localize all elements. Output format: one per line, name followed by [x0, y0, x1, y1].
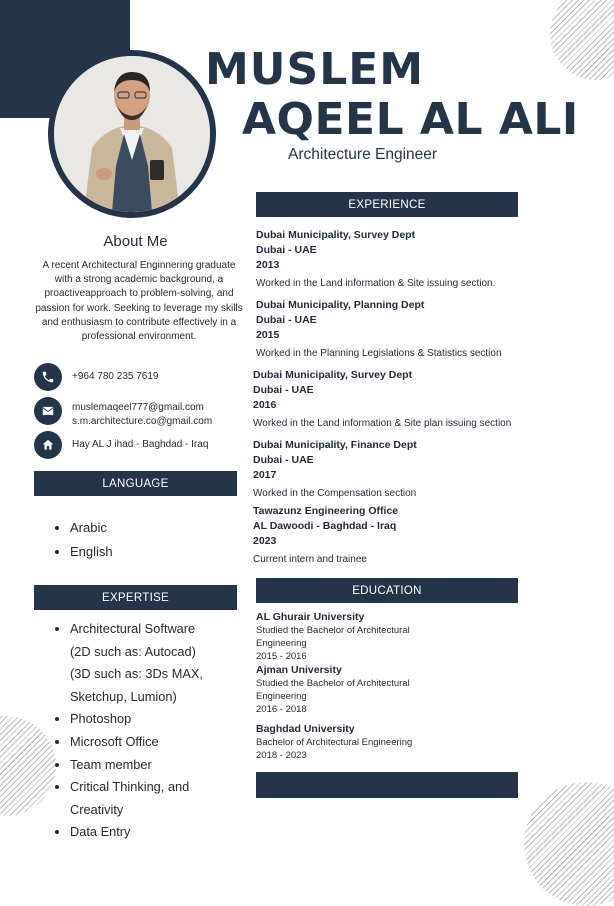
experience-year: 2023: [253, 535, 277, 547]
email-primary: muslemaqeel777@gmail.com: [72, 402, 204, 413]
address: Hay AL J ihad - Baghdad - Iraq: [72, 439, 209, 450]
name-first-line: MUSLEM: [205, 44, 425, 95]
expertise-item: • Microsoft Office: [70, 731, 203, 754]
experience-org: Dubai Municipality, Survey Dept: [256, 229, 416, 241]
education-school: Ajman University: [256, 664, 342, 676]
experience-section-header: EXPERIENCE: [256, 192, 518, 217]
education-degree-continued: Engineering: [256, 691, 307, 702]
education-school: Baghdad University: [256, 723, 355, 735]
education-degree: Studied the Bachelor of Architectural: [256, 625, 410, 636]
experience-entry: [253, 368, 511, 431]
language-item: • Arabic: [70, 516, 113, 540]
experience-org: Tawazunz Engineering Office: [253, 505, 399, 517]
experience-org: Dubai Municipality, Survey Dept: [253, 369, 413, 381]
expertise-item-continued: (2D such as: Autocad): [70, 643, 196, 659]
expertise-item-continued: Sketchup, Lumion): [70, 688, 177, 704]
experience-year: 2016: [253, 399, 277, 411]
experience-year: 2017: [253, 469, 277, 481]
education-school: AL Ghurair University: [256, 611, 365, 623]
experience-year: 2015: [256, 329, 280, 341]
language-item: • English: [70, 540, 113, 564]
hatched-circle-decoration: [550, 0, 614, 80]
experience-entry: [253, 438, 417, 501]
experience-location: Dubai - UAE: [253, 454, 314, 466]
education-degree: Bachelor of Architectural Engineering: [256, 737, 413, 748]
experience-description: Worked in the Land information & Site issuing section.: [256, 278, 496, 289]
experience-description: Worked in the Land information & Site plan issuing section: [253, 418, 512, 429]
experience-description: Worked in the Planning Legislations & Statistics section: [256, 348, 502, 359]
experience-entry: [253, 504, 398, 567]
experience-org: Dubai Municipality, Planning Dept: [256, 299, 425, 311]
experience-location: Dubai - UAE: [253, 384, 314, 396]
hatched-circle-decoration: [524, 782, 614, 906]
expertise-item: • Data Entry: [70, 821, 203, 844]
experience-description: Worked in the Compensation section: [253, 488, 417, 499]
expertise-item: • Critical Thinking, and: [70, 776, 203, 799]
education-years: 2016 - 2018: [256, 704, 307, 715]
education-entry: [256, 723, 412, 762]
experience-location: Dubai - UAE: [256, 314, 317, 326]
profile-photo: [54, 56, 210, 212]
email-secondary: s.m.architecture.co@gmail.com: [72, 416, 213, 427]
empty-section-bar: [256, 772, 518, 798]
job-title: Architecture Engineer: [288, 146, 438, 163]
experience-location: Dubai - UAE: [256, 244, 317, 256]
name-second-line: AQEEL AL ALI: [242, 94, 579, 145]
experience-year: 2013: [256, 259, 280, 271]
experience-entry: [256, 228, 495, 291]
education-years: 2015 - 2016: [256, 651, 307, 662]
home-icon: [34, 431, 62, 459]
education-section-header: EDUCATION: [256, 578, 518, 603]
language-list: [53, 516, 113, 564]
expertise-section-header: EXPERTISE: [34, 585, 237, 610]
expertise-item-continued: Creativity: [70, 801, 124, 817]
education-degree-continued: Engineering: [256, 638, 307, 649]
experience-description: Current intern and trainee: [253, 554, 367, 565]
expertise-item: • Architectural Software: [70, 618, 203, 641]
expertise-list: [53, 618, 203, 844]
phone-icon: [34, 363, 62, 391]
mail-icon: [34, 397, 62, 425]
education-entry: [256, 611, 410, 663]
hatched-circle-decoration: [0, 716, 56, 816]
about-text: A recent Architectural Enginnering graduate with a strong academic background, a proactiveapproach to problem-solving, and passion for work. Seeking to leverage my skills and enthusiasm to contribute effectively in a professional environment.: [35, 260, 243, 343]
phone-number: +964 780 235 7619: [72, 371, 159, 382]
expertise-item-continued: (3D such as: 3Ds MAX,: [70, 666, 203, 682]
education-entry: [256, 664, 410, 716]
language-section-header: LANGUAGE: [34, 471, 237, 496]
expertise-item: • Photoshop: [70, 708, 203, 731]
about-heading: About Me: [103, 233, 168, 250]
experience-location: AL Dawoodi - Baghdad - Iraq: [253, 520, 397, 532]
education-degree: Studied the Bachelor of Architectural: [256, 678, 410, 689]
expertise-item: • Team member: [70, 754, 203, 777]
experience-entry: [256, 298, 502, 361]
education-years: 2018 - 2023: [256, 750, 307, 761]
experience-org: Dubai Municipality, Finance Dept: [253, 439, 417, 451]
